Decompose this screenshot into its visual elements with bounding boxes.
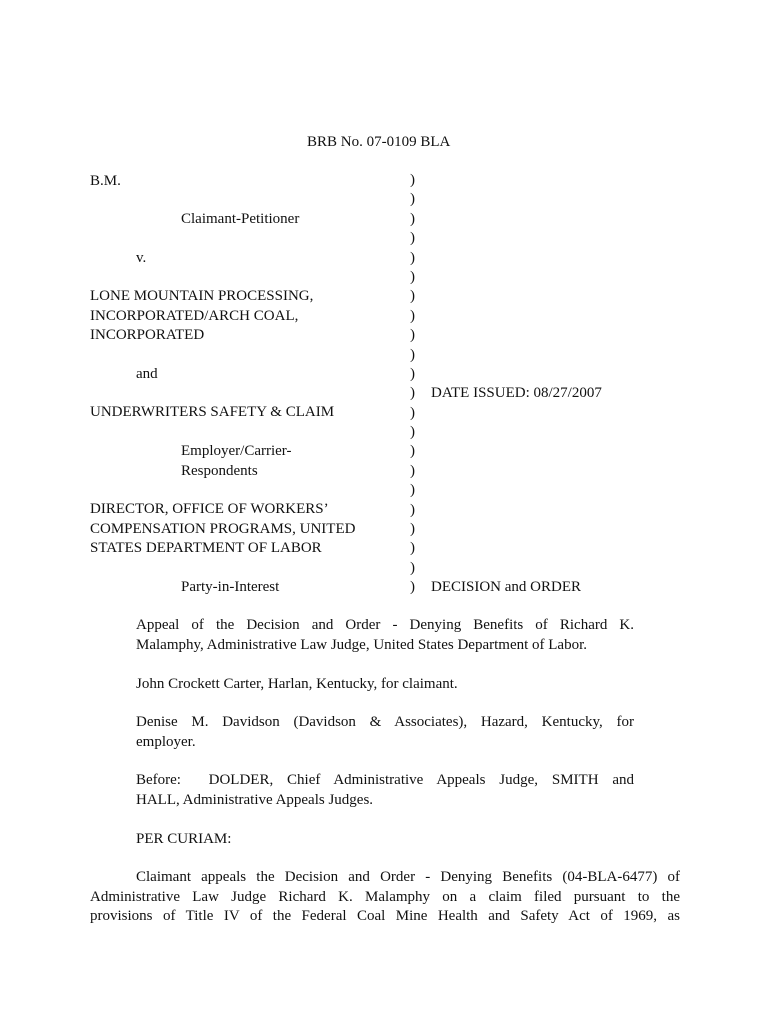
versus-text: v. bbox=[136, 250, 147, 266]
paren: ) bbox=[410, 559, 415, 576]
respondent-role: Employer/Carrier- Respondents bbox=[181, 443, 292, 479]
party-role: Party-in-Interest bbox=[181, 579, 280, 595]
claimant-name: B.M. bbox=[90, 173, 121, 189]
date-issued: DATE ISSUED: 08/27/2007 bbox=[431, 385, 602, 401]
body-paragraph: Claimant appeals the Decision and Order - Denying Benefits (04-BLA-6477) of Administrative Law Judge Richard K. Malamphy on a claim filed pursuant to the provisions of Title IV of the Federal Coal Mine Health and Safety Act of 1969, as bbox=[90, 869, 680, 924]
paren: ) bbox=[410, 346, 415, 363]
paren: ) bbox=[410, 540, 415, 557]
paren: ) bbox=[410, 424, 415, 441]
docket-number: BRB No. 07-0109 BLA bbox=[307, 134, 451, 150]
paren: ) bbox=[410, 210, 415, 227]
paren: ) bbox=[410, 307, 415, 324]
carrier-name: UNDERWRITERS SAFETY & CLAIM bbox=[90, 404, 335, 420]
employer-name: LONE MOUNTAIN PROCESSING, INCORPORATED/ARCH COAL, INCORPORATED bbox=[90, 288, 314, 343]
paren: ) bbox=[410, 172, 415, 188]
paren: ) bbox=[410, 249, 415, 266]
paren: ) bbox=[410, 482, 415, 499]
paren: ) bbox=[410, 385, 415, 402]
per-curiam-heading: PER CURIAM: bbox=[136, 831, 232, 847]
decision-title: DECISION and ORDER bbox=[431, 579, 581, 595]
claimant-role: Claimant-Petitioner bbox=[181, 211, 300, 227]
paren: ) bbox=[410, 268, 415, 285]
paren: ) bbox=[410, 288, 415, 305]
paren: ) bbox=[410, 521, 415, 538]
and-text: and bbox=[136, 366, 158, 382]
paren: ) bbox=[410, 365, 415, 382]
claimant-counsel: John Crockett Carter, Harlan, Kentucky, for claimant. bbox=[136, 676, 458, 692]
paren: ) bbox=[410, 443, 415, 460]
director-name: DIRECTOR, OFFICE OF WORKERS’ COMPENSATION PROGRAMS, UNITED STATES DEPARTMENT OF LABOR bbox=[90, 501, 356, 556]
paren: ) bbox=[410, 404, 415, 421]
before-panel: Before: DOLDER, Chief Administrative Appeals Judge, SMITH and HALL, Administrative Appeals Judges. bbox=[136, 772, 634, 808]
paren: ) bbox=[410, 462, 415, 479]
paren: ) bbox=[410, 230, 415, 247]
employer-counsel: Denise M. Davidson (Davidson & Associates), Hazard, Kentucky, for employer. bbox=[136, 714, 634, 750]
appeal-paragraph: Appeal of the Decision and Order - Denying Benefits of Richard K. Malamphy, Administrative Law Judge, United States Department of Labor. bbox=[136, 617, 634, 653]
paren: ) bbox=[410, 191, 415, 208]
paren: ) bbox=[410, 501, 415, 518]
paren: ) bbox=[410, 327, 415, 344]
paren: ) bbox=[410, 579, 415, 596]
caption-paren-column bbox=[410, 171, 415, 598]
